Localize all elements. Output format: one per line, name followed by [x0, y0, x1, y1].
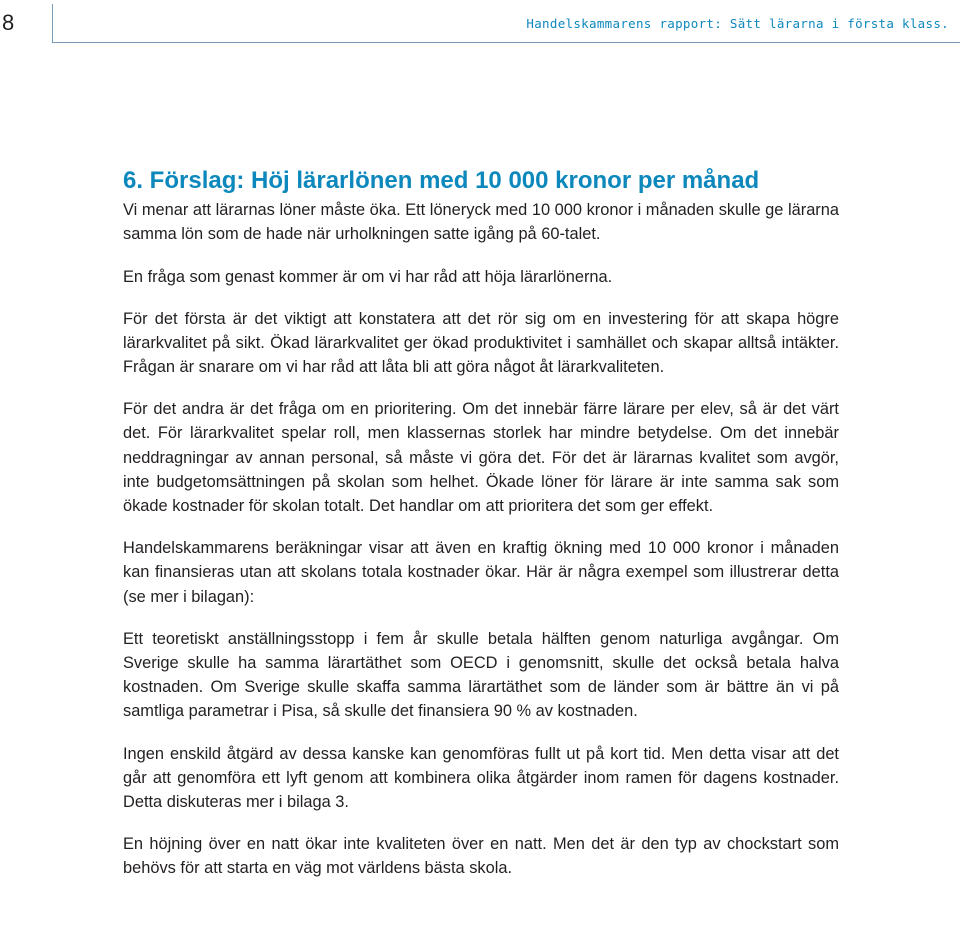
header-rule: [52, 42, 960, 43]
header-divider: [52, 4, 53, 42]
body-paragraph: Ingen enskild åtgärd av dessa kanske kan genomföras fullt ut på kort tid. Men detta visar att det går att genomföra ett lyft genom att kombinera olika åtgärder inom ramen för dagens kostnader. Detta diskuteras mer i bilaga 3.: [123, 744, 839, 812]
body-paragraph: Handelskammarens beräkningar visar att även en kraftig ökning med 10 000 kronor i månaden kan finansieras utan att skolans totala kostnader ökar. Här är några exempel som illustrerar detta (se mer i bilagan):: [123, 539, 839, 606]
section-title: 6. Förslag: Höj lärarlönen med 10 000 kronor per månad: [123, 167, 760, 194]
page-number: 8: [2, 10, 15, 35]
body-paragraph: En höjning över en natt ökar inte kvaliteten över en natt. Men det är den typ av chockstart som behövs för att starta en väg mot världens bästa skola.: [123, 835, 839, 878]
running-title: Handelskammarens rapport: Sätt lärarna i första klass.: [526, 16, 949, 31]
body-paragraph: För det andra är det fråga om en prioritering. Om det innebär färre lärare per elev, så är det värt det. För lärarkvalitet spelar roll, men klassernas storlek har mindre betydelse. Om det innebär neddragningar av annan personal, så måste vi göra det. För det är lärarnas kvalitet som avgör, inte budgetomsättningen på skolan som helhet. Ökade löner för lärare är inte samma sak som ökade kostnader för skolan totalt. Det handlar om att prioritera det som ger effekt.: [123, 400, 839, 516]
page-header: [0, 0, 960, 44]
body-paragraph: Ett teoretiskt anställningsstopp i fem år skulle betala hälften genom naturliga avgångar. Om Sverige skulle ha samma lärartäthet som OECD i genomsnitt, skulle det också betala halva kostnaden. Om Sverige skulle skaffa samma lärartäthet som de länder som är bättre än vi på samtliga parametrar i Pisa, så skulle det finansiera 90 % av kostnaden.: [123, 629, 839, 721]
lead-paragraph: Vi menar att lärarnas löner måste öka. Ett löneryck med 10 000 kronor i månaden skulle ge lärarna samma lön som de hade när urholkningen satte igång på 60-talet.: [123, 201, 839, 244]
body-paragraph: En fråga som genast kommer är om vi har råd att höja lärarlönerna.: [123, 268, 613, 287]
section-body: [123, 166, 839, 881]
body-paragraph: För det första är det viktigt att konstatera att det rör sig om en investering för att skapa högre lärarkvalitet på sikt. Ökad lärarkvalitet ger ökad produktivitet i samhället och skapar alltså intäkter. Frågan är snarare om vi har råd att låta bli att göra något åt lärarkvaliteten.: [123, 309, 839, 377]
